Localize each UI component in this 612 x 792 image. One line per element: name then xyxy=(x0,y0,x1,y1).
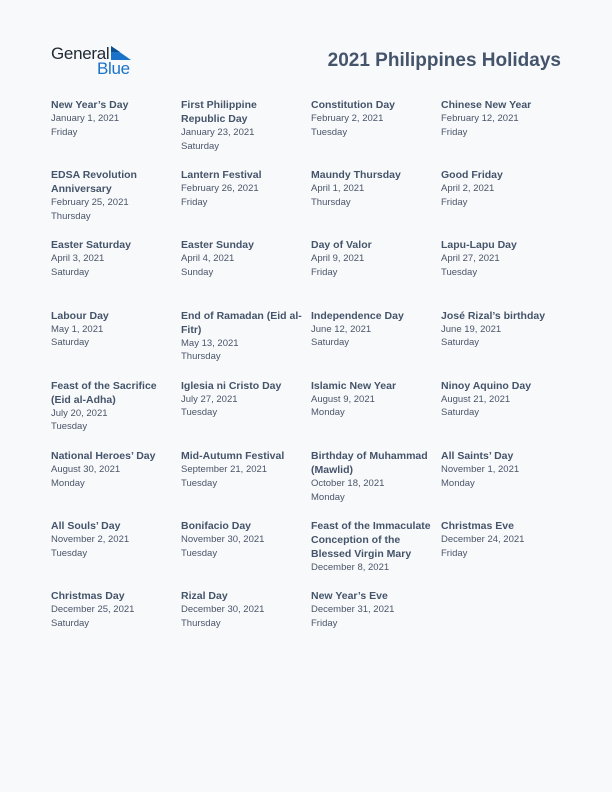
holiday-date: April 9, 2021 xyxy=(311,253,365,265)
holiday-entry xyxy=(181,98,303,153)
holiday-entry xyxy=(51,98,173,139)
holiday-name: Feast of the Sacrifice (Eid al-Adha) xyxy=(51,379,157,406)
holiday-weekday: Friday xyxy=(181,196,208,208)
holiday-name: Islamic New Year xyxy=(311,379,397,392)
holiday-weekday: Tuesday xyxy=(181,477,218,489)
holiday-entry xyxy=(181,379,303,420)
holiday-name: Good Friday xyxy=(441,169,503,182)
holiday-date: October 18, 2021 xyxy=(311,478,385,489)
holiday-entry xyxy=(181,238,303,279)
holiday-weekday: Saturday xyxy=(441,337,480,349)
holiday-entry xyxy=(441,168,563,209)
holiday-name: Feast of the Immaculate Conception of the Blessed Virgin Mary xyxy=(311,520,431,561)
holiday-weekday: Tuesday xyxy=(181,547,218,559)
holiday-date: February 26, 2021 xyxy=(181,183,259,195)
holiday-entry xyxy=(311,519,433,575)
holiday-name: Iglesia ni Cristo Day xyxy=(181,379,282,392)
holiday-date: February 25, 2021 xyxy=(51,197,129,209)
holiday-weekday: Monday xyxy=(441,477,475,489)
holiday-weekday: Thursday xyxy=(311,196,351,208)
holiday-name: Birthday of Muhammad (Mawlid) xyxy=(311,450,428,476)
holiday-weekday: Saturday xyxy=(51,617,90,629)
holiday-weekday: Thursday xyxy=(181,617,221,629)
holiday-weekday: Tuesday xyxy=(51,421,88,433)
logo-text-general: General xyxy=(51,44,110,63)
holiday-entry xyxy=(51,379,173,434)
holiday-date: November 1, 2021 xyxy=(441,464,520,475)
holiday-entry xyxy=(441,238,563,279)
holiday-weekday: Tuesday xyxy=(181,407,218,419)
holiday-entry xyxy=(51,168,173,223)
holiday-date: November 2, 2021 xyxy=(51,534,130,546)
holiday-weekday: Friday xyxy=(441,547,468,559)
holiday-name: Christmas Eve xyxy=(441,520,514,533)
holiday-weekday: Saturday xyxy=(181,140,220,152)
holiday-entry xyxy=(181,449,303,490)
holiday-weekday: Saturday xyxy=(441,407,480,419)
page-title: 2021 Philippines Holidays xyxy=(327,50,561,71)
holiday-name: José Rizal’s birthday xyxy=(441,309,546,322)
holiday-name: National Heroes’ Day xyxy=(51,450,156,462)
holiday-date: January 23, 2021 xyxy=(181,127,255,138)
holiday-name: Easter Saturday xyxy=(51,239,131,252)
holiday-weekday: Tuesday xyxy=(51,547,88,559)
holiday-name: Day of Valor xyxy=(311,239,372,252)
holiday-entry xyxy=(181,519,303,560)
holiday-name: All Souls’ Day xyxy=(51,520,121,533)
holiday-name: New Year’s Eve xyxy=(311,590,388,603)
holiday-name: Independence Day xyxy=(311,309,404,322)
holiday-name: EDSA Revolution Anniversary xyxy=(51,169,137,196)
holiday-date: April 27, 2021 xyxy=(441,253,500,265)
holiday-weekday: Saturday xyxy=(311,337,350,349)
holiday-name: All Saints’ Day xyxy=(441,450,514,462)
holiday-weekday: Saturday xyxy=(51,337,90,349)
holiday-name: Constitution Day xyxy=(311,99,395,111)
holiday-date: July 20, 2021 xyxy=(51,407,108,419)
holiday-weekday: Monday xyxy=(51,477,85,489)
holiday-entry xyxy=(51,519,173,560)
holiday-entry xyxy=(311,309,433,350)
holiday-entry xyxy=(181,589,303,630)
holiday-weekday: Friday xyxy=(441,126,468,138)
holiday-date: July 27, 2021 xyxy=(181,393,238,405)
holiday-date: April 1, 2021 xyxy=(311,183,365,195)
holiday-date: November 30, 2021 xyxy=(181,534,265,546)
holiday-date: December 24, 2021 xyxy=(441,534,525,546)
general-blue-logo xyxy=(51,44,141,80)
holiday-weekday: Tuesday xyxy=(311,126,348,138)
holiday-date: June 12, 2021 xyxy=(311,323,372,335)
holiday-date: August 9, 2021 xyxy=(311,393,375,405)
holiday-weekday: Sunday xyxy=(181,266,214,278)
holiday-date: January 1, 2021 xyxy=(51,113,120,124)
holiday-date: February 2, 2021 xyxy=(311,113,384,124)
holiday-entry xyxy=(181,309,303,364)
holiday-entry xyxy=(441,309,563,350)
holiday-entry xyxy=(311,379,433,420)
holiday-entry xyxy=(51,238,173,279)
holiday-date: April 3, 2021 xyxy=(51,253,105,265)
holiday-weekday: Monday xyxy=(311,491,345,503)
holiday-date: May 13, 2021 xyxy=(181,337,239,349)
holiday-weekday: Thursday xyxy=(51,210,91,222)
logo-flag-icon xyxy=(111,46,131,60)
holiday-date: December 31, 2021 xyxy=(311,604,395,616)
holiday-date: August 30, 2021 xyxy=(51,464,121,475)
holiday-entry xyxy=(51,449,173,490)
holiday-entry xyxy=(311,449,433,504)
holiday-name: Chinese New Year xyxy=(441,99,532,111)
holiday-weekday: Monday xyxy=(311,407,345,419)
holiday-name: Mid-Autumn Festival xyxy=(181,450,285,462)
holiday-date: April 2, 2021 xyxy=(441,183,495,195)
holiday-name: Labour Day xyxy=(51,309,109,322)
holiday-date: April 4, 2021 xyxy=(181,253,235,265)
holiday-entry xyxy=(311,168,433,209)
holiday-date: May 1, 2021 xyxy=(51,323,104,335)
holiday-weekday: Friday xyxy=(311,617,338,629)
holiday-date: December 30, 2021 xyxy=(181,604,265,616)
holiday-entry xyxy=(441,449,563,490)
holiday-entry xyxy=(441,379,563,420)
holiday-entry xyxy=(51,309,173,350)
holiday-date: August 21, 2021 xyxy=(441,393,511,405)
holiday-name: Ninoy Aquino Day xyxy=(441,379,532,392)
holiday-entry xyxy=(311,589,433,630)
holiday-weekday: Saturday xyxy=(51,266,90,278)
holiday-weekday: Thursday xyxy=(181,351,221,363)
holiday-weekday: Friday xyxy=(51,126,78,138)
holiday-entry xyxy=(311,98,433,139)
holiday-name: Bonifacio Day xyxy=(181,520,252,533)
holiday-date: September 21, 2021 xyxy=(181,464,268,475)
holiday-name: Lantern Festival xyxy=(181,169,262,182)
holiday-name: Christmas Day xyxy=(51,590,125,603)
holiday-entry xyxy=(311,238,433,279)
holiday-name: Maundy Thursday xyxy=(311,169,401,182)
holiday-weekday: Friday xyxy=(311,266,338,278)
holiday-date: December 25, 2021 xyxy=(51,604,135,616)
holiday-entry xyxy=(51,589,173,630)
holiday-name: End of Ramadan (Eid al-Fitr) xyxy=(181,309,302,336)
holiday-name: Easter Sunday xyxy=(181,239,254,252)
holiday-date: February 12, 2021 xyxy=(441,113,519,124)
holiday-date: June 19, 2021 xyxy=(441,323,502,335)
holiday-entry xyxy=(181,168,303,209)
holiday-date: December 8, 2021 xyxy=(311,562,390,574)
holiday-name: Lapu-Lapu Day xyxy=(441,239,517,252)
holiday-name: Rizal Day xyxy=(181,590,228,603)
holiday-name: New Year’s Day xyxy=(51,99,129,111)
holiday-weekday: Tuesday xyxy=(441,266,478,278)
holiday-name: First Philippine Republic Day xyxy=(181,99,257,125)
holiday-entry xyxy=(441,98,563,139)
holiday-weekday: Friday xyxy=(441,196,468,208)
logo-text-blue: Blue xyxy=(97,59,130,78)
holiday-entry xyxy=(441,519,563,560)
